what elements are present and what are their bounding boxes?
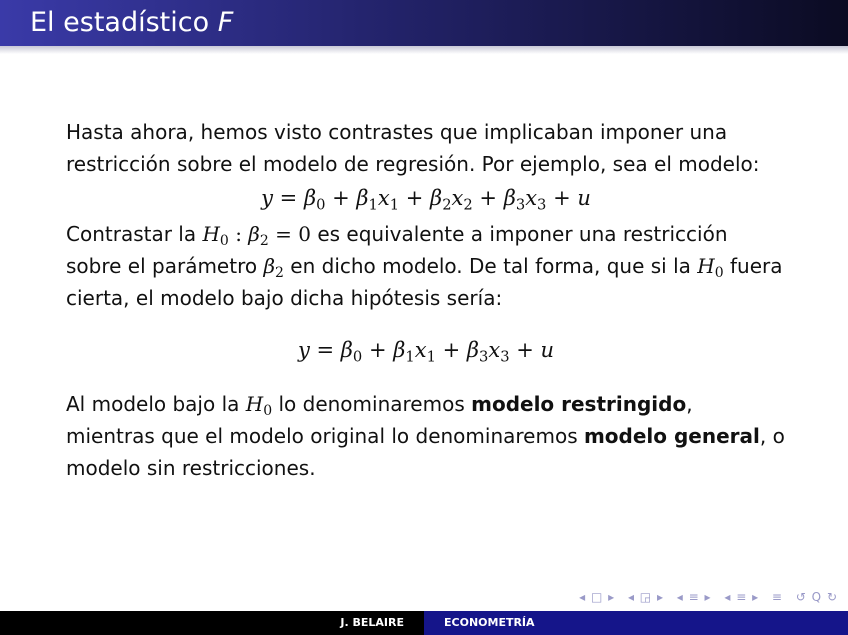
footer	[0, 611, 848, 635]
nav-frame-icon[interactable]: ◂ □ ▸	[579, 590, 616, 604]
paragraph-definitions: Al modelo bajo la $H_0$ lo denominaremos modelo restringido, mientras que el modelo original lo denominaremos modelo general, o modelo sin restricciones.	[66, 392, 785, 480]
title-bar	[0, 0, 848, 46]
nav-document-icon[interactable]: ◂ ≡ ▸	[724, 590, 760, 604]
equation-restricted-model: $y = \beta_0 + \beta_1x_1 + \beta_3x_3 + u$	[297, 338, 555, 366]
footer-course: ECONOMETRÍA	[444, 616, 535, 629]
equation-full-model: $y = \beta_0 + \beta_1x_1 + \beta_2x_2 + \beta_3x_3 + u$	[261, 186, 591, 214]
paragraph-hypothesis: Contrastar la $H_0$ : $\beta_2 = 0$ es equivalente a imponer una restricción sobre el parámetro $\beta_2$ en dicho modelo. De tal forma, que si la $H_0$ fuera cierta, el modelo bajo dicha hipótesis sería:	[66, 222, 783, 310]
beamer-navigation	[571, 590, 838, 604]
footer-author-box	[0, 611, 424, 635]
slide-title-text: El estadístico	[30, 7, 210, 38]
nav-search-icon[interactable]: ↺ Q ↻	[795, 590, 838, 604]
term-general-model: modelo general	[583, 424, 760, 448]
footer-course-box	[424, 611, 848, 635]
title-shadow	[0, 46, 848, 54]
nav-section-icon[interactable]: ◂ ≡ ▸	[676, 590, 712, 604]
paragraph-intro: Hasta ahora, hemos visto contrastes que implicaban imponer una restricción sobre el modelo de regresión. Por ejemplo, sea el modelo:	[66, 120, 760, 176]
nav-align-icon[interactable]: ≡	[771, 590, 783, 604]
slide-body	[66, 116, 786, 484]
slide-title-symbol: F	[217, 7, 234, 38]
slide-title	[30, 5, 233, 41]
term-restricted-model: modelo restringido	[471, 392, 687, 416]
nav-subsection-icon[interactable]: ◂ ◲ ▸	[627, 590, 664, 604]
footer-author: J. BELAIRE	[340, 616, 404, 629]
